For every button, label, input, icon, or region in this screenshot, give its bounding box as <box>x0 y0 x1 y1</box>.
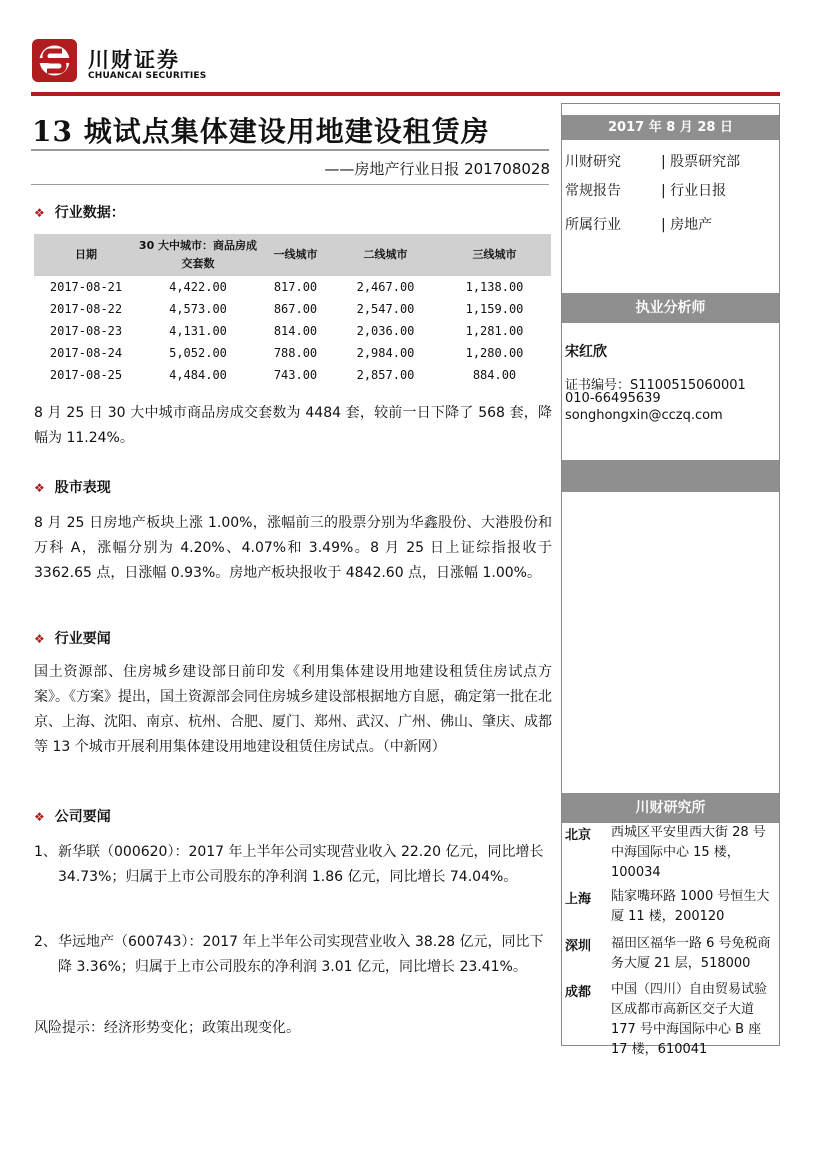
table-cell: 2017-08-24 <box>49 346 123 360</box>
list-item-number: 1、 <box>34 844 57 860</box>
section-market-title: ❖ 股市表现 <box>34 480 111 496</box>
table-cell: 2,036.00 <box>356 324 415 338</box>
institute-header: 川财研究所 <box>562 793 779 823</box>
table-header-cell: 30 大中城市：商品房成交套数 <box>138 234 258 276</box>
table-cell: 2017-08-23 <box>49 324 123 338</box>
meta-value: | 房地产 <box>661 217 713 233</box>
table-cell: 817.00 <box>273 280 318 294</box>
table-cell: 5,052.00 <box>169 346 227 360</box>
report-subtitle: ——房地产行业日报 201708028 <box>324 160 550 178</box>
office-address-chengdu: 中国（四川）自由贸易试验区成都市高新区交子大道 177 号中海国际中心 B 座 17 楼，610041 <box>611 982 768 1057</box>
meta-label: 常规报告 <box>565 183 621 199</box>
table-row <box>34 320 551 342</box>
analyst-phone: 010-66495639 <box>565 391 661 406</box>
table-cell: 2017-08-21 <box>49 280 123 294</box>
office-city-chengdu: 成都 <box>565 985 592 1000</box>
table-cell: 814.00 <box>273 324 318 338</box>
data-summary-paragraph: 8 月 25 日 30 大中城市商品房成交套数为 4484 套，较前一日下降了 568 套，降幅为 11.24%。 <box>34 405 552 446</box>
logo-english-name: CHUANCAI SECURITIES <box>88 71 207 81</box>
table-cell: 4,422.00 <box>169 280 227 294</box>
table-cell: 1,138.00 <box>465 280 524 294</box>
meta-label: 川财研究 <box>565 154 621 170</box>
table-header-cell: 三线城市 <box>438 234 551 276</box>
office-city-shenzhen: 深圳 <box>565 939 592 954</box>
table-cell: 2017-08-22 <box>49 302 123 316</box>
table-cell: 4,131.00 <box>169 324 227 338</box>
diamond-bullet-icon: ❖ <box>34 632 45 646</box>
table-cell: 1,159.00 <box>465 302 524 316</box>
office-city-beijing: 北京 <box>565 828 592 843</box>
analyst-name: 宋红欣 <box>565 344 607 360</box>
diamond-bullet-icon: ❖ <box>34 481 45 495</box>
section-data-title: ❖ 行业数据： <box>34 205 125 221</box>
list-item-text: 华远地产（600743）：2017 年上半年公司实现营业收入 38.28 亿元，同比下降 3.36%；归属于上市公司股东的净利润 3.01 亿元，同比增长 23.41%。 <box>58 934 544 975</box>
diamond-bullet-icon: ❖ <box>34 206 45 220</box>
table-row <box>34 342 551 364</box>
table-cell: 2017-08-25 <box>49 368 123 382</box>
table-cell: 743.00 <box>273 368 318 382</box>
subtitle-divider <box>31 184 549 185</box>
office-city-shanghai: 上海 <box>565 892 592 907</box>
table-row <box>34 298 551 320</box>
table-cell: 4,484.00 <box>169 368 227 382</box>
meta-row-industry <box>565 214 713 234</box>
table-cell: 884.00 <box>472 368 517 382</box>
office-address-shanghai: 陆家嘴环路 1000 号恒生大厦 11 楼，200120 <box>611 889 770 924</box>
office-address-beijing: 西城区平安里西大街 28 号中海国际中心 15 楼，100034 <box>611 825 766 880</box>
list-item <box>34 930 552 980</box>
analyst-email[interactable]: songhongxin@cczq.com <box>565 408 723 423</box>
list-item <box>34 840 552 890</box>
table-cell: 4,573.00 <box>169 302 227 316</box>
table-header-cell: 一线城市 <box>258 234 333 276</box>
data-table <box>34 234 551 386</box>
report-date: 2017 年 8 月 28 日 <box>562 115 779 140</box>
meta-label: 所属行业 <box>565 217 621 233</box>
meta-row-research <box>565 151 741 171</box>
table-cell: 2,467.00 <box>356 280 415 294</box>
meta-value: | 行业日报 <box>661 183 727 199</box>
table-row <box>34 276 551 298</box>
news-paragraph: 国土资源部、住房城乡建设部日前印发《利用集体建设用地建设租赁住房试点方案》。《方案》提出，国土资源部会同住房城乡建设部根据地方自愿，确定第一批在北京、上海、沈阳、南京、杭州、合肥、厦门、郑州、武汉、广州、佛山、肇庆、成都等 13 个城市开展利用集体建设用地建设租赁住房试点。（中新网） <box>34 664 552 755</box>
table-header-row <box>34 234 551 276</box>
table-cell: 1,280.00 <box>465 346 524 360</box>
risk-note: 风险提示：经济形势变化；政策出现变化。 <box>34 1020 300 1036</box>
diamond-bullet-icon: ❖ <box>34 810 45 824</box>
office-address-shenzhen: 福田区福华一路 6 号免税商务大厦 21 层，518000 <box>611 936 771 971</box>
meta-value: | 股票研究部 <box>661 154 741 170</box>
list-item-number: 2、 <box>34 934 57 950</box>
list-item-text: 新华联（000620）：2017 年上半年公司实现营业收入 22.20 亿元，同比增长 34.73%；归属于上市公司股东的净利润 1.86 亿元，同比增长 74.04%。 <box>58 844 544 885</box>
table-cell: 2,984.00 <box>356 346 415 360</box>
logo-chinese-name: 川财证券 <box>88 48 180 72</box>
table-cell: 867.00 <box>273 302 318 316</box>
report-title: 13 城试点集体建设用地建设租赁房 <box>32 115 490 148</box>
table-header-cell: 日期 <box>34 234 138 276</box>
analyst-header: 执业分析师 <box>562 293 779 323</box>
table-cell: 2,857.00 <box>356 368 415 382</box>
sidebar-grey-block <box>562 460 779 492</box>
meta-row-report-type <box>565 180 727 200</box>
header-divider <box>31 92 780 96</box>
section-news-title: ❖ 行业要闻 <box>34 631 111 647</box>
market-paragraph: 8 月 25 日房地产板块上涨 1.00%，涨幅前三的股票分别为华鑫股份、大港股份和万科 A，涨幅分别为 4.20%、4.07%和 3.49%。8 月 25 日上证综指报收于 3362.65 点，日涨幅 0.93%。房地产板块报收于 4842.60 点，日涨幅 1.00%。 <box>34 515 552 581</box>
analyst-cert: 证书编号：S1100515060001 <box>565 378 746 393</box>
table-row <box>34 364 551 386</box>
title-divider <box>31 149 549 151</box>
table-header-cell: 二线城市 <box>333 234 438 276</box>
section-company-title: ❖ 公司要闻 <box>34 809 111 825</box>
chuancai-logo-icon <box>32 39 77 82</box>
table-cell: 1,281.00 <box>465 324 524 338</box>
table-cell: 2,547.00 <box>356 302 415 316</box>
table-cell: 788.00 <box>273 346 318 360</box>
